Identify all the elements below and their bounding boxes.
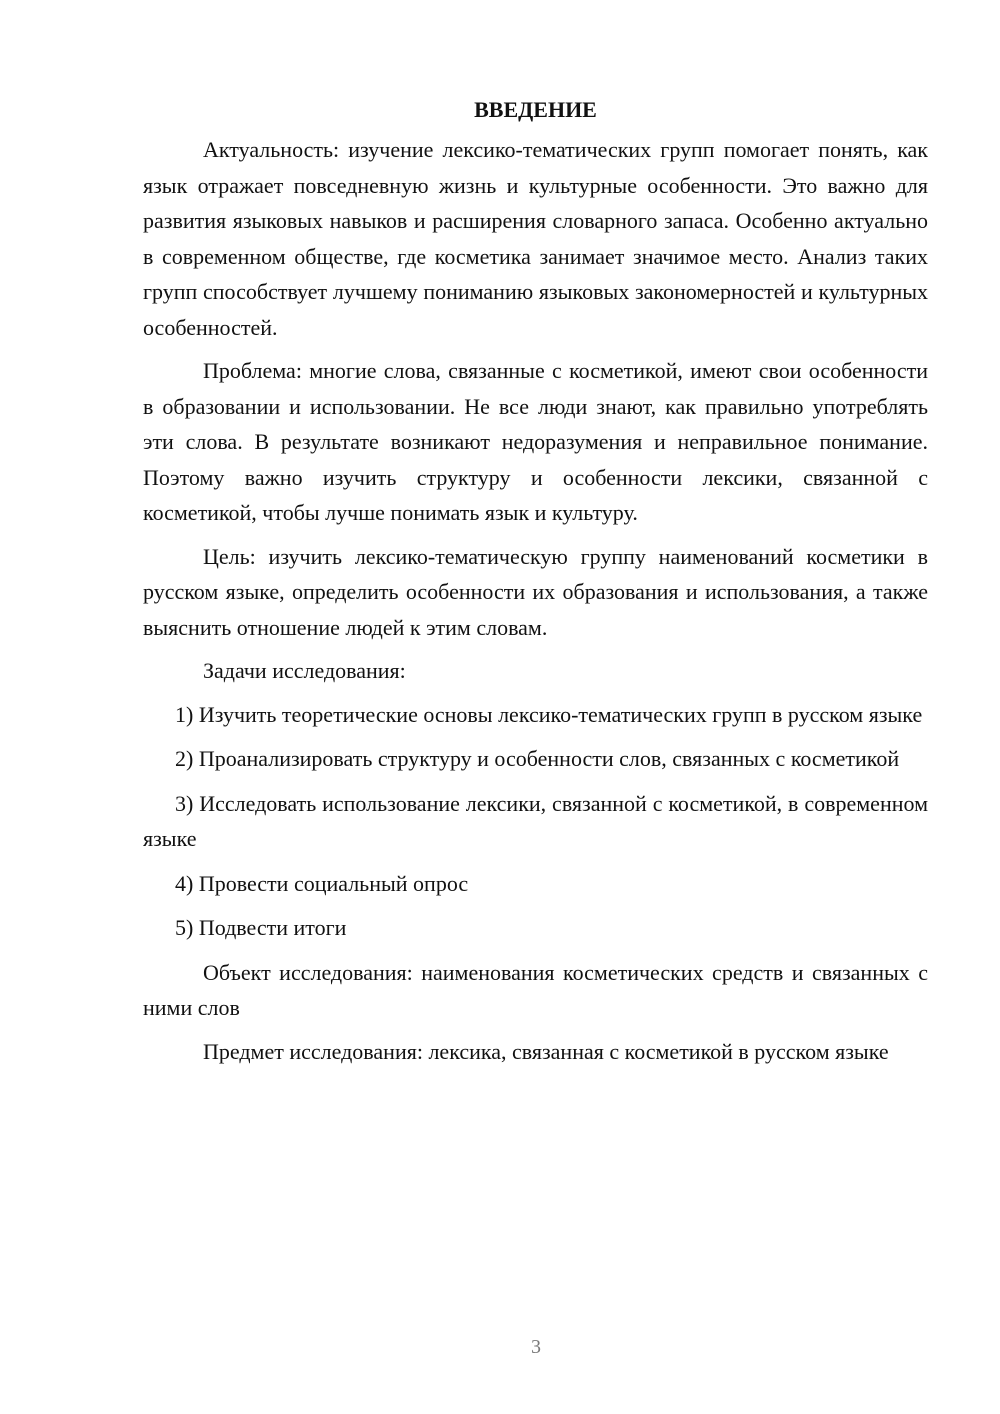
document-title: ВВЕДЕНИЕ xyxy=(474,97,597,122)
problem-paragraph: Проблема: многие слова, связанные с косметикой, имеют свои особенности в образовании и использовании. Не все люди знают, как правильно употреблять эти слова. В результате возникают недоразумения и неправильное понимание. Поэтому важно изучить структуру и особенности лексики, связанной с косметикой, чтобы лучше понимать язык и культуру. xyxy=(143,358,928,525)
task-item: 3) Исследовать использование лексики, связанной с косметикой, в современном языке xyxy=(143,790,928,851)
research-subject-paragraph: Предмет исследования: лексика, связанная с косметикой в русском языке xyxy=(203,1038,889,1064)
goal-paragraph: Цель: изучить лексико-тематическую группу наименований косметики в русском языке, определить особенности их образования и использования, а также выяснить отношение людей к этим словам. xyxy=(143,543,928,640)
relevance-paragraph: Актуальность: изучение лексико-тематических групп помогает понять, как язык отражает повседневную жизнь и культурные особенности. Это важно для развития языковых навыков и расширения словарного запаса. Особенно актуально в современном обществе, где косметика занимает значимое место. Анализ таких групп способствует лучшему пониманию языковых закономерностей и культурных особенностей. xyxy=(143,137,928,340)
page-content xyxy=(143,92,928,1077)
task-item: 5) Подвести итоги xyxy=(175,915,347,940)
tasks-heading: Задачи исследования: xyxy=(203,658,406,683)
task-item: 2) Проанализировать структуру и особенности слов, связанных с косметикой xyxy=(175,746,900,771)
task-item: 4) Провести социальный опрос xyxy=(175,870,469,896)
research-object-paragraph: Объект исследования: наименования косметических средств и связанных с ними слов xyxy=(143,959,928,1020)
task-item: 1) Изучить теоретические основы лексико-тематических групп в русском языке xyxy=(175,701,923,727)
page-number: 3 xyxy=(531,1336,541,1358)
